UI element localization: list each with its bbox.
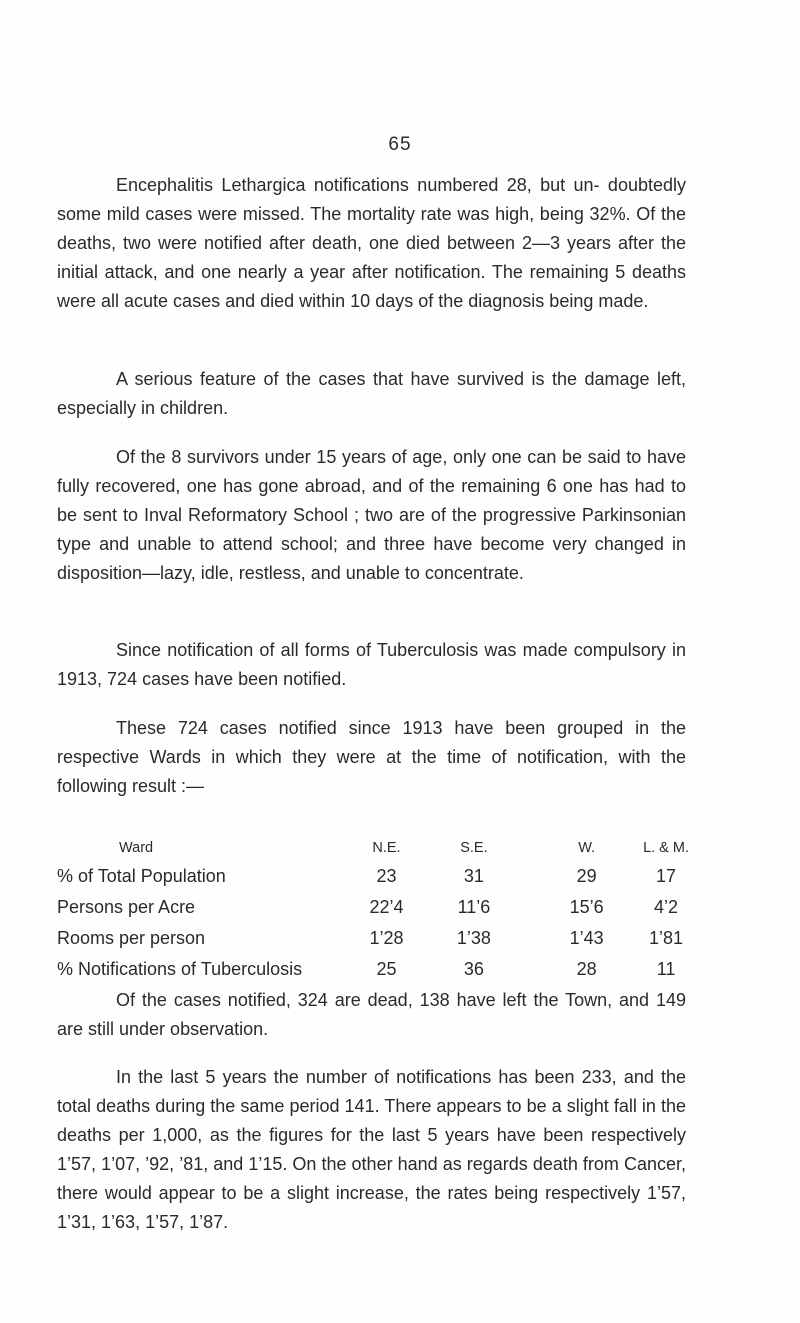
table-row xyxy=(57,861,689,892)
table-header-cell: Ward xyxy=(119,839,154,856)
table-cell: 15’6 xyxy=(569,897,604,917)
table-header-row xyxy=(57,834,689,861)
paragraph-cases-outcome xyxy=(57,986,686,1044)
paragraph-text: Encephalitis Lethargica notifications numbered 28, but un- doubtedly some mild cases were missed. The mortality rate was high, being 32%. Of the deaths, two were notified after death, one died between 2—3 years after the initial attack, and one nearly a year after notification. The remaining 5 deaths were all acute cases and died within 10 days of the diagnosis being made. xyxy=(57,175,686,311)
table-cell: 25 xyxy=(376,959,397,979)
table-cell: 1’43 xyxy=(569,928,604,948)
table-row xyxy=(57,954,689,985)
paragraph-text: Since notification of all forms of Tuberculosis was made compulsory in 1913, 724 cases have been notified. xyxy=(57,640,686,689)
table-cell: Rooms per person xyxy=(57,928,206,948)
page-number: 65 xyxy=(388,134,412,155)
table-cell: 31 xyxy=(463,866,484,886)
table-header-cell: S.E. xyxy=(460,839,488,856)
table-cell: 1’38 xyxy=(456,928,491,948)
table-cell: 23 xyxy=(376,866,397,886)
paragraph-text: Of the 8 survivors under 15 years of age, only one can be said to have fully recovered, one has gone abroad, and of the remaining 6 one has had to be sent to Inval Reformatory School ; two are of the progressive Parkinsonian type and unable to attend school; and three have become very changed in disposition—lazy, idle, restless, and unable to concentrate. xyxy=(57,447,686,583)
table-header-cell: W. xyxy=(578,839,596,856)
table-cell: 1’28 xyxy=(369,928,404,948)
table-cell: 17 xyxy=(656,866,677,886)
paragraph-text: These 724 cases notified since 1913 have been grouped in the respective Wards in which they were at the time of notification, with the following result :— xyxy=(57,718,686,796)
table-cell: 4’2 xyxy=(654,897,679,917)
table-cell: Persons per Acre xyxy=(57,897,196,917)
table-row xyxy=(57,923,689,954)
paragraph-text: Of the cases notified, 324 are dead, 138 have left the Town, and 149 are still under observation. xyxy=(57,990,686,1039)
ward-statistics-table xyxy=(57,834,689,985)
table-cell: % Notifications of Tuberculosis xyxy=(57,959,303,979)
table-cell: 11 xyxy=(656,959,676,979)
table-cell: 1’81 xyxy=(649,928,684,948)
paragraph-encephalitis xyxy=(57,171,686,316)
paragraph-text: In the last 5 years the number of notifications has been 233, and the total deaths during the same period 141. There appears to be a slight fall in the deaths per 1,000, as the figures for the last 5 years have been respectively 1’57, 1’07, ’92, ’81, and 1’15. On the other hand as regards death from Cancer, there would appear to be a slight increase, the rates being respectively 1’57, 1’31, 1’63, 1’57, 1’87. xyxy=(57,1067,686,1232)
paragraph-last-five-years xyxy=(57,1063,686,1237)
table-row xyxy=(57,892,689,923)
paragraph-survivors xyxy=(57,443,686,588)
paragraph-wards-grouping xyxy=(57,714,686,801)
table-header-cell: L. & M. xyxy=(643,839,689,856)
paragraph-tuberculosis-notification xyxy=(57,636,686,694)
paragraph-text: A serious feature of the cases that have survived is the damage left, especially in children. xyxy=(57,369,686,418)
table-cell: % of Total Population xyxy=(57,866,226,886)
table-cell: 22’4 xyxy=(369,897,404,917)
table-header-cell: N.E. xyxy=(372,839,401,856)
table-cell: 29 xyxy=(576,866,597,886)
paragraph-serious-feature xyxy=(57,365,686,423)
table-cell: 28 xyxy=(576,959,597,979)
table-cell: 36 xyxy=(463,959,484,979)
table-cell: 11’6 xyxy=(457,897,491,917)
